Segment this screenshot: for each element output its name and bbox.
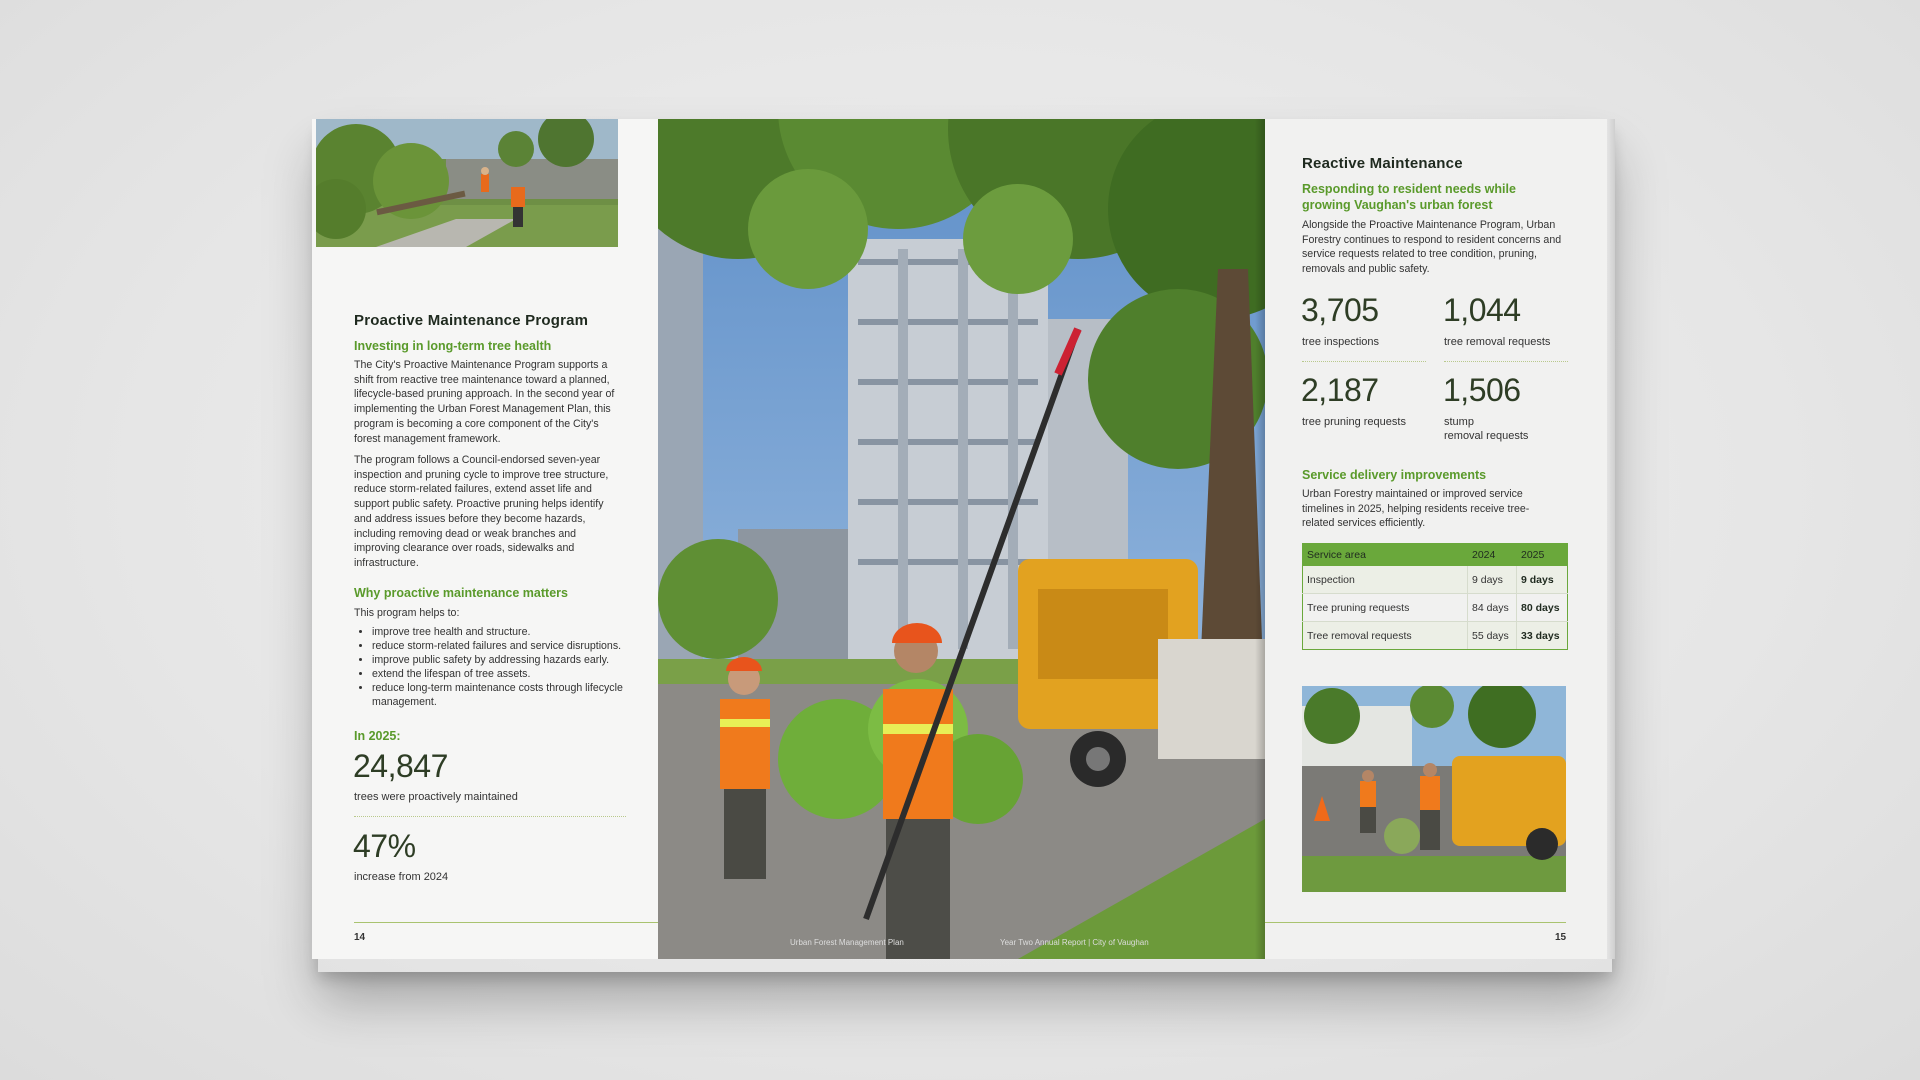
table-cell: 9 days [1468, 566, 1517, 594]
stump-removal-stat: 1,506 [1443, 372, 1521, 408]
table-header: 2024 [1468, 544, 1517, 566]
increase-stat: 47% [353, 828, 416, 864]
table-header: 2025 [1517, 544, 1568, 566]
table-cell: Tree pruning requests [1303, 594, 1468, 622]
photo-crew-cutting-fallen-tree [316, 119, 618, 247]
proactive-paragraph-2: The program follows a Council-endorsed seven-year inspection and pruning cycle to improve tree structure, reduce storm-related failures, extend asset life and support public safety. Proactive pruning helps identify and address issues before they become hazards, including removing dead or weak branches and improving clearance over roads, sidewalks and infrastructure. [354, 454, 609, 569]
service-timeline-table [1302, 543, 1568, 650]
inspections-caption: tree inspections [1302, 336, 1380, 348]
running-head-right: Year Two Annual Report | City of Vaughan [1000, 938, 1149, 947]
table-cell: Tree removal requests [1303, 622, 1468, 650]
list-item: • improve public safety by addressing hazards early. [372, 653, 647, 667]
photo-arborists-pruning [658, 119, 1265, 959]
service-delivery-text: Urban Forestry maintained or improved service timelines in 2025, helping residents receive tree-related services efficiently. [1302, 488, 1530, 530]
table-cell: 9 days [1517, 566, 1568, 594]
increase-caption: increase from 2024 [354, 871, 449, 883]
inspections-stat: 3,705 [1301, 292, 1379, 328]
reactive-section-title: Reactive Maintenance [1302, 155, 1463, 172]
pruning-requests-caption: tree pruning requests [1302, 416, 1406, 428]
reactive-subtitle-line-2: growing Vaughan's urban forest [1302, 198, 1493, 212]
proactive-section-title: Proactive Maintenance Program [354, 312, 589, 329]
list-item: • reduce long-term maintenance costs through lifecycle management. [372, 681, 647, 709]
proactive-paragraph-1: The City's Proactive Maintenance Program supports a shift from reactive tree maintenance toward a planned, lifecycle-based pruning approach. In the second year of implementing the Urban Forest Management Plan, this program is becoming a core component of the City's forest management framework. [354, 359, 615, 445]
list-item: • reduce storm-related failures and service disruptions. [372, 639, 647, 653]
footer-rule-left [354, 922, 658, 923]
stat-divider [1444, 361, 1568, 362]
stat-divider [354, 816, 626, 817]
pruning-requests-stat: 2,187 [1301, 372, 1379, 408]
trees-maintained-caption: trees were proactively maintained [354, 791, 518, 803]
table-cell: 33 days [1517, 622, 1568, 650]
benefit-list [354, 625, 647, 709]
why-intro: This program helps to: [354, 607, 460, 619]
table-cell: 84 days [1468, 594, 1517, 622]
page-number-left: 14 [354, 932, 366, 943]
list-item: • improve tree health and structure. [372, 625, 647, 639]
trees-maintained-stat: 24,847 [353, 748, 448, 784]
in-year-label: In 2025: [354, 729, 401, 743]
photo-crew-with-chipper [1302, 686, 1566, 892]
table-row [1303, 594, 1568, 622]
right-page [1265, 119, 1613, 959]
page-number-right: 15 [1555, 932, 1567, 943]
table-cell: 80 days [1517, 594, 1568, 622]
service-delivery-title: Service delivery improvements [1302, 468, 1487, 482]
table-row [1303, 566, 1568, 594]
footer-rule-right [1265, 922, 1566, 923]
proactive-subtitle: Investing in long-term tree health [354, 339, 552, 353]
removal-requests-caption: tree removal requests [1444, 336, 1551, 348]
running-head-left: Urban Forest Management Plan [790, 938, 904, 947]
stump-removal-caption-line-2: removal requests [1444, 430, 1529, 442]
table-row [1303, 622, 1568, 650]
reactive-intro: Alongside the Proactive Maintenance Program, Urban Forestry continues to respond to resident concerns and service requests related to tree condition, pruning, removals and public safety. [1302, 219, 1562, 276]
stat-divider [1302, 361, 1426, 362]
stump-removal-caption-line-1: stump [1444, 416, 1474, 428]
table-cell: 55 days [1468, 622, 1517, 650]
left-page [312, 119, 658, 959]
table-cell: Inspection [1303, 566, 1468, 594]
list-item: • extend the lifespan of tree assets. [372, 667, 647, 681]
page-edge [1607, 119, 1615, 959]
reactive-subtitle-line-1: Responding to resident needs while [1302, 182, 1516, 196]
removal-requests-stat: 1,044 [1443, 292, 1521, 328]
table-header: Service area [1303, 544, 1468, 566]
why-maintenance-title: Why proactive maintenance matters [354, 586, 568, 600]
